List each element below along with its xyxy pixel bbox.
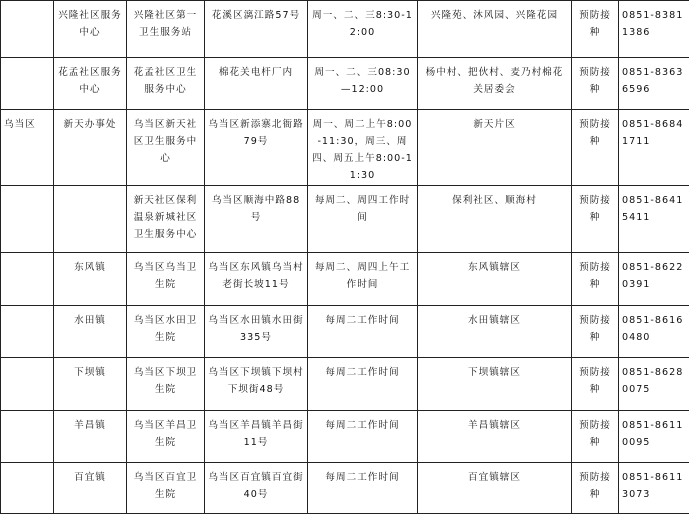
address-cell: 乌当区顺海中路88号 [205, 186, 308, 253]
hours-cell: 每周二工作时间 [308, 463, 418, 514]
service-cell: 预防接种 [572, 463, 619, 514]
unit-cell: 东风镇 [54, 253, 127, 306]
unit-cell: 花孟社区服务中心 [54, 58, 127, 110]
phone-cell: 0851-86110095 [619, 411, 689, 463]
service-cell: 预防接种 [572, 110, 619, 186]
table-row [1, 186, 689, 253]
table-row [1, 463, 689, 514]
area-cell: 保利社区、顺海村 [418, 186, 572, 253]
area-cell: 百宜镇辖区 [418, 463, 572, 514]
hours-cell: 每周二工作时间 [308, 411, 418, 463]
service-cell: 预防接种 [572, 253, 619, 306]
station-cell: 乌当区下坝卫生院 [127, 358, 205, 411]
unit-cell: 新天办事处 [54, 110, 127, 186]
phone-cell: 0851-86220391 [619, 253, 689, 306]
area-cell: 水田镇辖区 [418, 306, 572, 358]
district-cell [1, 306, 54, 358]
address-cell: 乌当区东风镇乌当村老街长坡11号 [205, 253, 308, 306]
district-cell [1, 186, 54, 253]
unit-cell: 羊昌镇 [54, 411, 127, 463]
area-cell: 下坝镇辖区 [418, 358, 572, 411]
table-row [1, 306, 689, 358]
address-cell: 花溪区漓江路57号 [205, 1, 308, 58]
hours-cell: 周一、二、三08:30—12:00 [308, 58, 418, 110]
table-row [1, 358, 689, 411]
station-cell: 乌当区百宜卫生院 [127, 463, 205, 514]
service-cell: 预防接种 [572, 411, 619, 463]
unit-cell: 水田镇 [54, 306, 127, 358]
service-cell: 预防接种 [572, 1, 619, 58]
station-cell: 乌当区新天社区卫生服务中心 [127, 110, 205, 186]
station-cell: 新天社区保利温泉新城社区卫生服务中心 [127, 186, 205, 253]
table-row [1, 1, 689, 58]
service-cell: 预防接种 [572, 58, 619, 110]
phone-cell: 0851-86415411 [619, 186, 689, 253]
address-cell: 乌当区羊昌镇羊昌街11号 [205, 411, 308, 463]
district-cell [1, 358, 54, 411]
address-cell: 乌当区新添寨北衙路79号 [205, 110, 308, 186]
phone-cell: 0851-83636596 [619, 58, 689, 110]
table-row [1, 253, 689, 306]
district-cell [1, 411, 54, 463]
address-cell: 棉花关电杆厂内 [205, 58, 308, 110]
table-row [1, 58, 689, 110]
table-row [1, 411, 689, 463]
hours-cell: 每周二工作时间 [308, 306, 418, 358]
address-cell: 乌当区下坝镇下坝村下坝街48号 [205, 358, 308, 411]
hours-cell: 每周二、周四上午工作时间 [308, 253, 418, 306]
station-cell: 兴隆社区第一卫生服务站 [127, 1, 205, 58]
area-cell: 兴隆苑、沐风园、兴隆花园 [418, 1, 572, 58]
district-cell [1, 463, 54, 514]
unit-cell: 百宜镇 [54, 463, 127, 514]
phone-cell: 0851-83811386 [619, 1, 689, 58]
district-cell [1, 253, 54, 306]
district-cell: 乌当区 [1, 110, 54, 186]
station-cell: 花孟社区卫生服务中心 [127, 58, 205, 110]
hours-cell: 周一、二、三8:30-12:00 [308, 1, 418, 58]
phone-cell: 0851-86841711 [619, 110, 689, 186]
station-cell: 乌当区水田卫生院 [127, 306, 205, 358]
phone-cell: 0851-86113073 [619, 463, 689, 514]
area-cell: 新天片区 [418, 110, 572, 186]
service-cell: 预防接种 [572, 186, 619, 253]
unit-cell [54, 186, 127, 253]
hours-cell: 周一、周二上午8:00-11:30，周三、周四、周五上午8:00-11:30 [308, 110, 418, 186]
area-cell: 羊昌镇辖区 [418, 411, 572, 463]
district-cell [1, 58, 54, 110]
table-row [1, 110, 689, 186]
service-cell: 预防接种 [572, 306, 619, 358]
hours-cell: 每周二、周四工作时间 [308, 186, 418, 253]
hours-cell: 每周二工作时间 [308, 358, 418, 411]
area-cell: 杨中村、把伙村、麦乃村棉花关居委会 [418, 58, 572, 110]
address-cell: 乌当区水田镇水田街335号 [205, 306, 308, 358]
station-cell: 乌当区乌当卫生院 [127, 253, 205, 306]
address-cell: 乌当区百宜镇百宜街40号 [205, 463, 308, 514]
phone-cell: 0851-86280075 [619, 358, 689, 411]
unit-cell: 下坝镇 [54, 358, 127, 411]
unit-cell: 兴隆社区服务中心 [54, 1, 127, 58]
area-cell: 东风镇辖区 [418, 253, 572, 306]
phone-cell: 0851-86160480 [619, 306, 689, 358]
station-cell: 乌当区羊昌卫生院 [127, 411, 205, 463]
service-cell: 预防接种 [572, 358, 619, 411]
district-cell [1, 1, 54, 58]
